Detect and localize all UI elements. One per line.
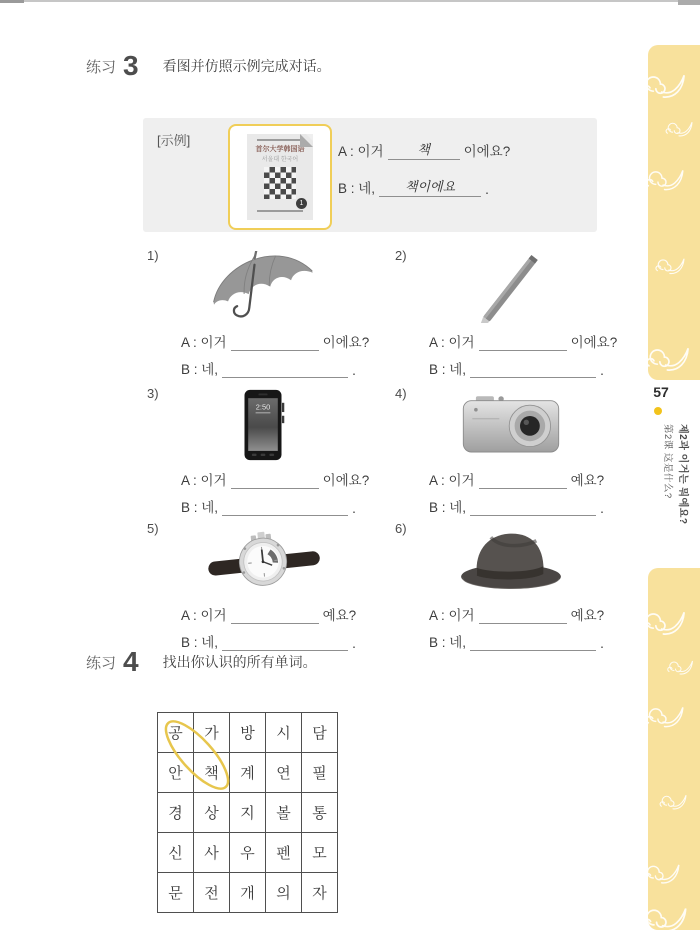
answer-blank-b[interactable] [222,499,348,516]
grid-cell[interactable]: 지 [230,793,266,833]
sidebar-panel-top [648,45,700,380]
dialogue-b-prefix: B : 네, [429,500,467,515]
dialogue-b-prefix: B : 네, [429,635,467,650]
dialogue-line-b [338,177,510,197]
dialogue-a-suffix: 이에요? [322,473,370,488]
example-box [143,118,597,232]
dialogue-a-prefix: A : 이거 [181,335,227,350]
dialogue-a-suffix: 예요? [570,608,605,623]
exercise-label: 练习 [86,655,117,672]
dialogue-a-suffix: 이에요? [570,335,618,350]
dialogue-b-suffix: . [600,501,604,516]
dialogue-a-prefix: A : 이거 [429,335,475,350]
grid-cell[interactable]: 볼 [266,793,302,833]
word-search-grid [157,712,338,913]
grid-cell[interactable]: 펜 [266,833,302,873]
exercise3-item-5 [145,521,380,651]
exercise3-item-4 [393,386,628,516]
camera-image [393,390,628,460]
dialogue-b-suffix: . [485,182,489,197]
handwritten-answer: 책 [417,142,430,157]
grid-cell[interactable]: 사 [194,833,230,873]
answer-blank-b[interactable] [470,499,596,516]
grid-cell[interactable]: 문 [158,873,194,913]
dialogue-line-a [181,469,380,489]
dialogue-a-prefix: A : 이거 [429,608,475,623]
grid-cell[interactable]: 책 [194,753,230,793]
smartphone-image [145,390,380,460]
dialogue-line-a [429,469,628,489]
example-dialogue [338,140,510,197]
grid-cell[interactable]: 시 [266,713,302,753]
page-curl-cut [305,134,313,142]
book-title-chinese: 首尔大学韩国语 [255,146,305,153]
grid-cell[interactable]: 의 [266,873,302,913]
book-cover [247,134,313,220]
dialogue-a-suffix: 이에요? [322,335,370,350]
grid-cell[interactable]: 계 [230,753,266,793]
answer-blank-a[interactable] [479,472,567,489]
dialogue-b-suffix: . [600,363,604,378]
exercise3-header [86,52,331,80]
grid-cell[interactable]: 통 [302,793,338,833]
dialogue-line-b [429,358,628,378]
answer-blank-a[interactable] [231,607,319,624]
lesson-title-vertical [660,424,690,525]
book-rule-top [257,139,303,141]
dialogue-a-prefix: A : 이거 [429,473,475,488]
answer-blank-a[interactable] [231,334,319,351]
grid-cell[interactable]: 전 [194,873,230,913]
grid-cell[interactable]: 모 [302,833,338,873]
page-number: 57 [653,384,669,400]
dialogue-line-b [181,496,380,516]
grid-cell[interactable]: 담 [302,713,338,753]
item-number: 4) [395,386,407,401]
dialogue-b-suffix: . [352,363,356,378]
grid-cell[interactable]: 상 [194,793,230,833]
grid-cell[interactable]: 가 [194,713,230,753]
exercise-number: 3 [123,50,139,81]
answer-blank-b[interactable] [379,180,481,197]
hat-image [393,525,628,595]
answer-blank-a[interactable] [231,472,319,489]
exercise-instruction: 找出你认识的所有单词。 [162,654,317,670]
grid-cell[interactable]: 필 [302,753,338,793]
answer-blank-a[interactable] [388,143,460,160]
dialogue-b-prefix: B : 네, [429,362,467,377]
dialogue-a-prefix: A : 이거 [338,144,384,159]
item-number: 3) [147,386,159,401]
exercise3-item-3 [145,386,380,516]
dialogue-line-b [429,631,628,651]
answer-blank-a[interactable] [479,607,567,624]
grid-cell[interactable]: 방 [230,713,266,753]
book-rule-bottom [257,210,303,212]
dialogue-a-suffix: 이에요? [463,144,511,159]
item-number: 6) [395,521,407,536]
dialogue-b-prefix: B : 네, [181,500,219,515]
dialogue-a-prefix: A : 이거 [181,608,227,623]
sidebar-panel-bottom [648,568,700,930]
grid-cell[interactable]: 경 [158,793,194,833]
answer-blank-b[interactable] [222,361,348,378]
grid-cell[interactable]: 개 [230,873,266,913]
dialogue-line-a [429,604,628,624]
dialogue-b-prefix: B : 네, [338,181,376,196]
answer-blank-b[interactable] [470,361,596,378]
dialogue-a-suffix: 예요? [322,608,357,623]
volume-number: 1 [296,198,307,209]
dialogue-b-suffix: . [600,636,604,651]
grid-cell[interactable]: 우 [230,833,266,873]
dialogue-a-suffix: 예요? [570,473,605,488]
exercise-label: 练习 [86,59,117,76]
dialogue-line-a [429,331,628,351]
phone-clock-text: 2:50 [255,402,270,412]
top-left-mark [0,0,24,3]
grid-cell[interactable]: 신 [158,833,194,873]
item-number: 2) [395,248,407,263]
grid-cell[interactable]: 안 [158,753,194,793]
item-number: 5) [147,521,159,536]
exercise-number: 4 [123,646,139,677]
item-number: 1) [147,248,159,263]
book-cover-image [228,124,332,230]
exercise3-item-2 [393,248,628,378]
book-checker-pattern [264,167,296,199]
umbrella-image [145,252,380,322]
dialogue-line-b [429,496,628,516]
book-volume-badge [296,192,307,210]
pencil-image [393,252,628,322]
dialogue-b-suffix: . [352,501,356,516]
page-top-edge [0,0,700,2]
lesson-title-korean: 제2과 이거는 뭐예요? [677,424,688,525]
dialogue-line-b [181,358,380,378]
dialogue-line-a [181,604,380,624]
dialogue-b-suffix: . [352,636,356,651]
exercise-instruction: 看图并仿照示例完成对话。 [162,58,331,74]
answer-blank-a[interactable] [479,334,567,351]
example-tag: [示例] [157,133,191,148]
page-number-dot [654,407,662,415]
grid-cell[interactable]: 공 [158,713,194,753]
handwritten-answer: 책이에요 [404,179,456,194]
dialogue-b-prefix: B : 네, [181,635,219,650]
watch-image [145,525,380,595]
dialogue-a-prefix: A : 이거 [181,473,227,488]
lesson-title-chinese: 第2课 这是什么? [662,424,673,499]
book-title-korean: 서울대 한국어 [261,157,299,163]
exercise3-item-6 [393,521,628,651]
grid-cell[interactable]: 연 [266,753,302,793]
dialogue-line-a [338,140,510,160]
exercise4-header [86,648,317,676]
grid-cell[interactable]: 자 [302,873,338,913]
answer-blank-b[interactable] [470,634,596,651]
top-right-mark [678,0,700,5]
dialogue-line-a [181,331,380,351]
dialogue-b-prefix: B : 네, [181,362,219,377]
exercise3-item-1 [145,248,380,378]
